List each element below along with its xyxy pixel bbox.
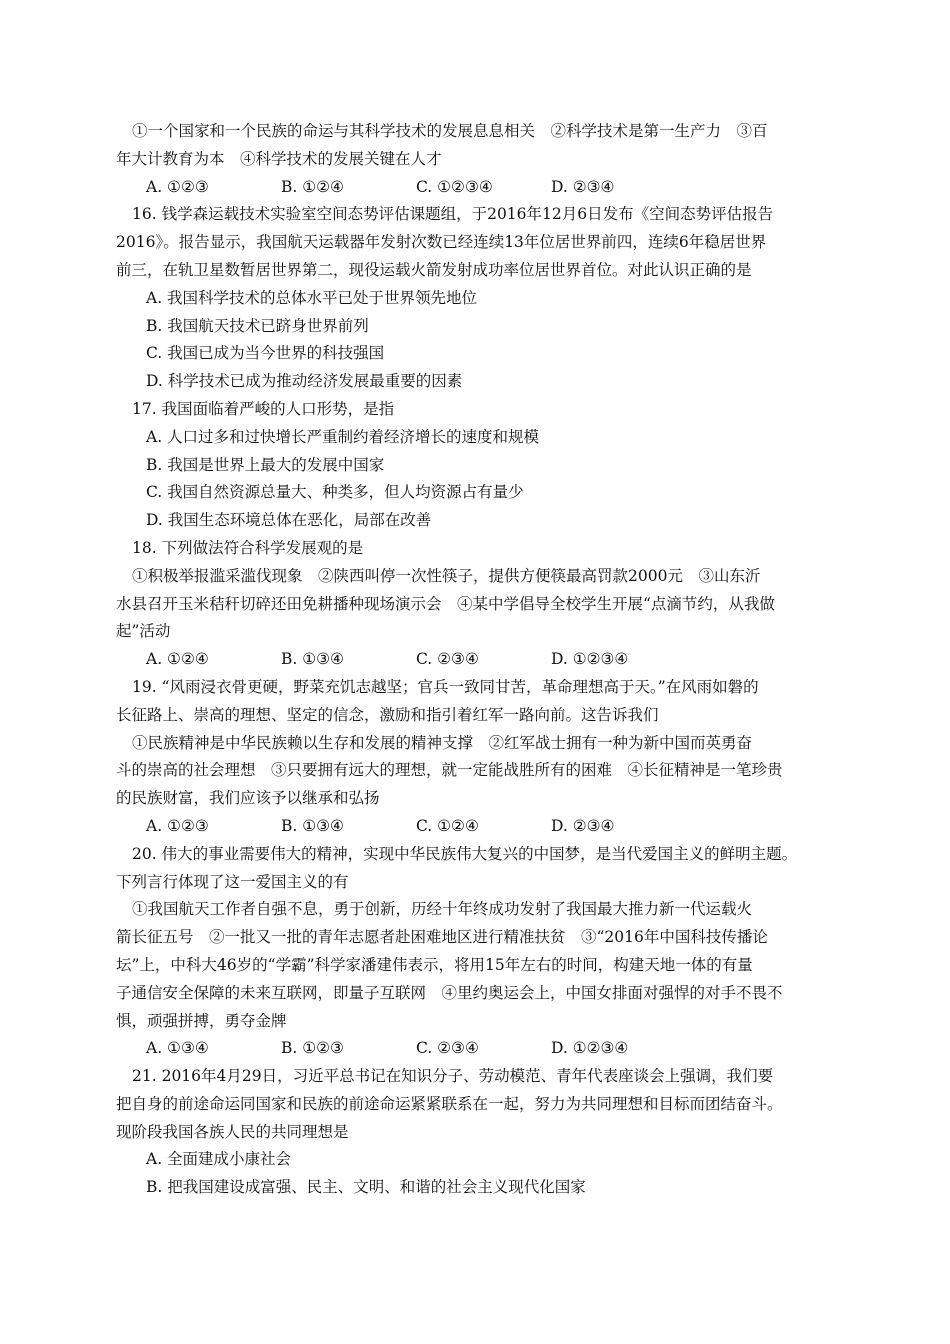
text-line: 19. “风雨浸衣骨更硬，野菜充饥志越坚；官兵一致同甘苦，革命理想高于天。”在风雨如磐的 <box>132 677 759 696</box>
answer-options-row <box>116 646 846 674</box>
answer-option: C. ①②④ <box>416 816 479 835</box>
text-line: 的民族财富，我们应该予以继承和弘扬 <box>116 789 380 808</box>
text-line: ①民族精神是中华民族赖以生存和发展的精神支撑 ②红军战士拥有一种为新中国而英勇奋 <box>132 733 753 752</box>
answer-options-row <box>116 174 846 202</box>
text-line: 现阶段我国各族人民的共同理想是 <box>116 1122 349 1141</box>
answer-option: D. ②③④ <box>551 816 615 835</box>
text-line: A. 人口过多和过快增长严重制约着经济增长的速度和规模 <box>146 427 540 446</box>
text-line: 水县召开玉米秸秆切碎还田免耕播种现场演示会 ④某中学倡导全校学生开展“点滴节约，从我做 <box>116 594 775 613</box>
text-line: ①一个国家和一个民族的命运与其科学技术的发展息息相关 ②科学技术是第一生产力 ③百 <box>132 122 768 140</box>
text-line: 把自身的前途命运同国家和民族的前途命运紧紧联系在一起，努力为共同理想和目标而团结奋斗。 <box>116 1094 783 1113</box>
text-line: A. 全面建成小康社会 <box>146 1150 292 1169</box>
text-line: 16. 钱学森运载技术实验室空间态势评估课题组，于2016年12月6日发布《空间态势评估报告 <box>132 205 774 224</box>
answer-options-row <box>116 1035 846 1063</box>
text-line: D. 我国生态环境总体在恶化，局部在改善 <box>146 511 432 530</box>
text-line: 20. 伟大的事业需要伟大的精神，实现中华民族伟大复兴的中国梦，是当代爱国主义的鲜明主题。 <box>132 844 798 863</box>
text-line: 17. 我国面临着严峻的人口形势，是指 <box>132 399 395 418</box>
text-line: C. 我国已成为当今世界的科技强国 <box>146 344 385 363</box>
text-line: 起”活动 <box>116 622 171 641</box>
text-line: 前三，在轨卫星数暂居世界第二，现役运载火箭发射成功率位居世界首位。对此认识正确的是 <box>116 260 752 279</box>
text-line: B. 把我国建设成富强、民主、文明、和谐的社会主义现代化国家 <box>146 1178 586 1197</box>
text-line: ①我国航天工作者自强不息，勇于创新，历经十年终成功发射了我国最大推力新一代运载火 <box>132 900 753 919</box>
text-line: 惧，顽强拼搏，勇夺金牌 <box>116 1011 287 1030</box>
answer-option: C. ②③④ <box>416 650 479 669</box>
text-line: 斗的崇高的社会理想 ③只要拥有远大的理想，就一定能战胜所有的困难 ④长征精神是一笔珍贵 <box>116 761 783 780</box>
answer-options-row <box>116 813 846 841</box>
answer-option: A. ①②③ <box>146 816 209 835</box>
text-line: 21. 2016年4月29日，习近平总书记在知识分子、劳动模范、青年代表座谈会上强调，我们要 <box>132 1067 774 1086</box>
answer-option: C. ②③④ <box>416 1039 479 1058</box>
text-line: 坛”上，中科大46岁的“学霸”科学家潘建伟表示，将用15年左右的时间，构建天地一体的有量 <box>116 955 753 974</box>
answer-option: B. ①②③ <box>281 1039 344 1058</box>
answer-option: A. ①②④ <box>146 650 209 669</box>
text-line: C. 我国自然资源总量大、种类多，但人均资源占有量少 <box>146 483 524 502</box>
answer-option: A. ①②③ <box>146 177 209 196</box>
text-line: 下列言行体现了这一爱国主义的有 <box>116 872 349 891</box>
text-line: 箭长征五号 ②一批又一批的青年志愿者赴困难地区进行精准扶贫 ③“2016年中国科技传播论 <box>116 928 768 947</box>
answer-option: B. ①②④ <box>281 177 344 196</box>
text-line: B. 我国航天技术已跻身世界前列 <box>146 316 369 335</box>
text-line: ①积极举报滥采滥伐现象 ②陕西叫停一次性筷子，提供方便筷最高罚款2000元 ③山东沂 <box>132 566 761 585</box>
text-line: 子通信安全保障的未来互联网，即量子互联网 ④里约奥运会上，中国女排面对强悍的对手不畏不 <box>116 983 783 1002</box>
text-line: B. 我国是世界上最大的发展中国家 <box>146 455 385 474</box>
answer-option: C. ①②③④ <box>416 177 493 196</box>
text-line: 2016》。报告显示，我国航天运载器年发射次数已经连续13年位居世界前四，连续6年稳居世界 <box>116 233 767 252</box>
answer-option: B. ①③④ <box>281 650 344 669</box>
answer-option: D. ①②③④ <box>551 650 629 669</box>
text-line: 18. 下列做法符合科学发展观的是 <box>132 538 364 557</box>
text-line: 长征路上、崇高的理想、坚定的信念，激励和指引着红军一路向前。这告诉我们 <box>116 705 659 724</box>
answer-option: B. ①③④ <box>281 816 344 835</box>
answer-option: D. ②③④ <box>551 177 615 196</box>
answer-option: D. ①②③④ <box>551 1039 629 1058</box>
text-line: A. 我国科学技术的总体水平已处于世界领先地位 <box>146 288 478 307</box>
answer-option: A. ①③④ <box>146 1039 209 1058</box>
exam-page <box>116 118 846 1202</box>
text-line: D. 科学技术已成为推动经济发展最重要的因素 <box>146 372 463 391</box>
text-line: 年大计教育为本 ④科学技术的发展关键在人才 <box>116 149 442 168</box>
